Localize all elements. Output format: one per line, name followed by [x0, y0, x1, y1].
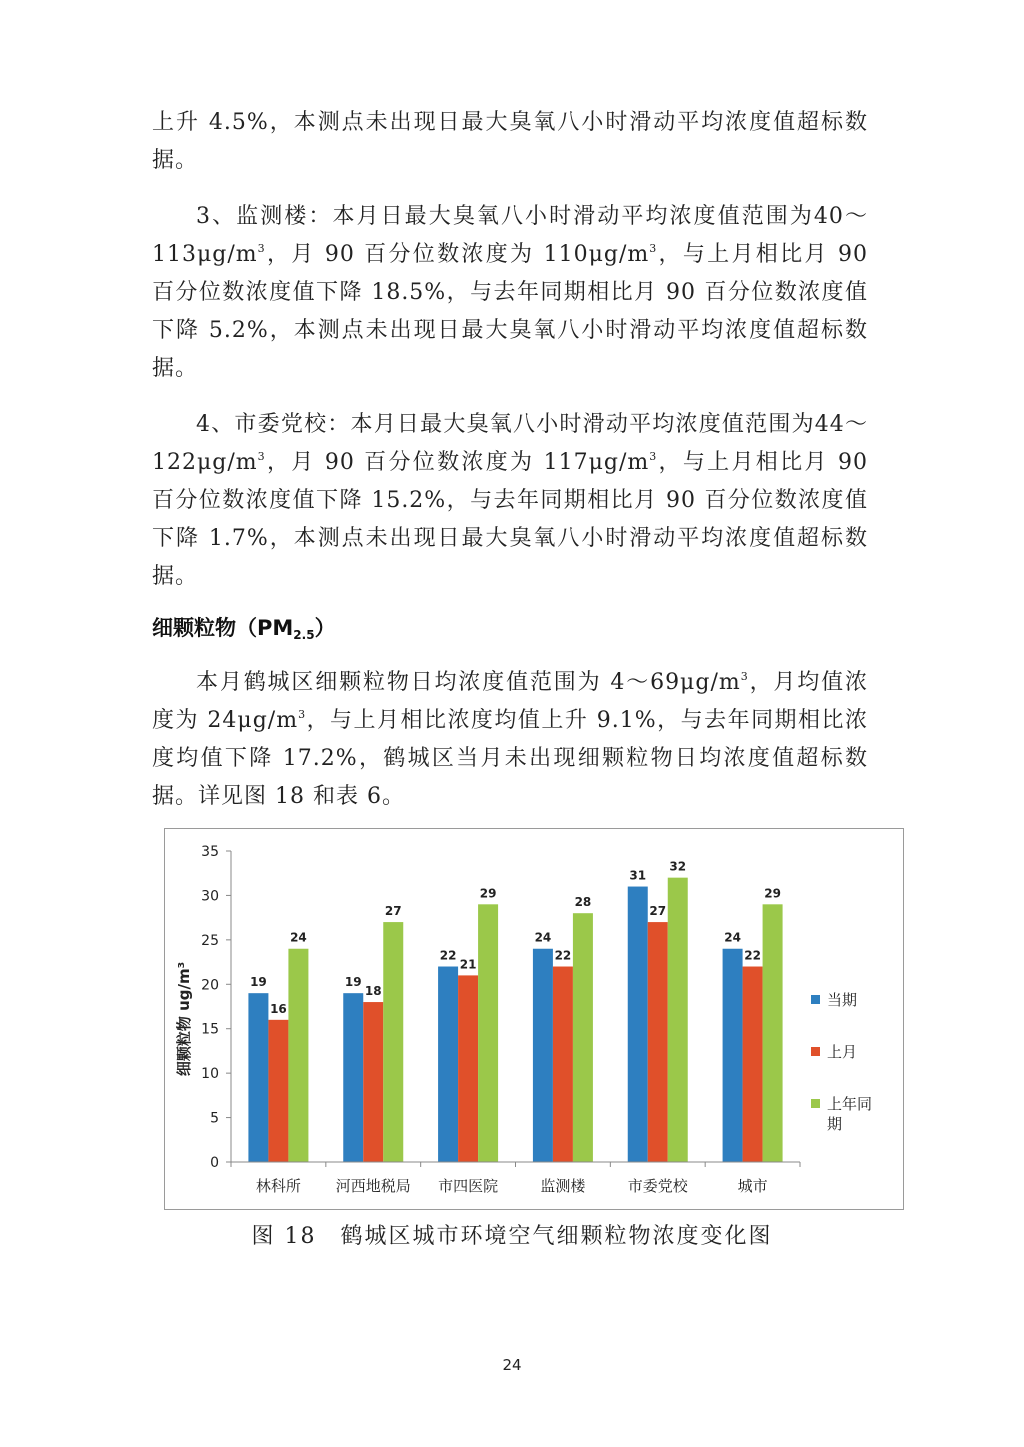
y-tick-label: 5	[210, 1110, 219, 1127]
legend-swatch	[811, 995, 820, 1004]
bar-当期	[723, 949, 743, 1162]
bar-上月	[363, 1002, 383, 1162]
y-tick-label: 15	[201, 1021, 219, 1038]
x-tick-label: 市委党校	[627, 1177, 688, 1195]
data-label: 27	[649, 904, 667, 919]
paragraph-ozone-continued: 上升 4.5%，本测点未出现日最大臭氧八小时滑动平均浓度值超标数据。	[152, 110, 868, 173]
bar-上年同期	[288, 949, 308, 1162]
y-axis-title: 细颗粒物 ug/m³	[175, 961, 193, 1077]
data-label: 19	[344, 975, 362, 990]
data-label: 29	[479, 886, 497, 901]
figure-caption: 图 18 鹤城区城市环境空气细颗粒物浓度变化图	[251, 1224, 773, 1249]
paragraph-party-school: 4、市委党校：本月日最大臭氧八小时滑动平均浓度值范围为$44\sim 122\mu g/m^3$，月 90 百分位数浓度为 $117\mu g/m^3$，与上月相比月 90 百分位数浓度值下降 15.2%，与去年同期相比月 90 百分位数浓度值下降 1.7%，本测点未出现日最大臭氧八小时滑动平均浓度值超标数据。	[152, 412, 868, 589]
legend-label-wrap: 期	[827, 1115, 843, 1133]
text-body	[152, 104, 868, 596]
data-label: 28	[574, 895, 592, 910]
bar-上年同期	[383, 922, 403, 1162]
data-label: 22	[554, 948, 572, 963]
y-tick-label: 30	[201, 888, 219, 905]
legend-label: 上月	[827, 1043, 858, 1061]
legend-swatch	[811, 1047, 820, 1056]
data-label: 22	[744, 948, 761, 963]
x-tick-label: 监测楼	[540, 1177, 586, 1195]
paragraph-monitoring-building: 3、监测楼：本月日最大臭氧八小时滑动平均浓度值范围为$40\sim 113\mu g/m^3$，月 90 百分位数浓度为 $110\mu g/m^3$，与上月相比月 90 百分位数浓度值下降 18.5%，与去年同期相比月 90 百分位数浓度值下降 5.2%，本测点未出现日最大臭氧八小时滑动平均浓度值超标数据。	[152, 204, 868, 381]
data-label: 18	[364, 984, 382, 999]
pm25-chart	[164, 828, 904, 1210]
y-tick-label: 0	[210, 1155, 219, 1171]
x-tick-label: 林科所	[255, 1177, 301, 1195]
bar-当期	[438, 967, 458, 1162]
bar-上月	[553, 967, 573, 1162]
bar-上月	[648, 922, 668, 1162]
bar-上月	[743, 967, 763, 1162]
data-label: 22	[439, 948, 457, 963]
bar-上月	[268, 1020, 288, 1162]
bar-上年同期	[668, 878, 688, 1162]
legend-swatch	[811, 1099, 820, 1108]
y-tick-label: 20	[201, 977, 219, 994]
page-number: 24	[502, 1356, 522, 1374]
pm25-bar-chart	[165, 829, 903, 1209]
data-label: 27	[384, 904, 402, 919]
text-body-pm25	[152, 664, 868, 816]
x-tick-label: 市四医院	[438, 1177, 499, 1195]
data-label: 24	[534, 930, 552, 945]
bar-上年同期	[573, 913, 593, 1162]
bar-上年同期	[478, 904, 498, 1162]
data-label: 29	[764, 886, 781, 901]
data-label: 24	[290, 930, 307, 945]
bar-上月	[458, 975, 478, 1162]
data-label: 21	[459, 957, 477, 972]
data-label: 19	[250, 975, 267, 990]
x-tick-label: 河西地税局	[335, 1177, 411, 1195]
y-tick-label: 10	[201, 1066, 219, 1083]
data-label: 31	[629, 868, 647, 883]
x-tick-label: 城市	[737, 1177, 768, 1195]
bar-当期	[248, 993, 268, 1162]
section-heading-pm25: 细颗粒物$(PM_{2.5})$	[152, 616, 336, 642]
y-tick-label: 25	[201, 932, 219, 949]
data-label: 24	[724, 930, 741, 945]
bar-当期	[533, 949, 553, 1162]
bar-上年同期	[763, 904, 783, 1162]
bar-当期	[343, 993, 363, 1162]
bar-当期	[628, 887, 648, 1162]
legend-label: 上年同	[827, 1095, 873, 1113]
data-label: 16	[270, 1001, 287, 1016]
legend-label: 当期	[827, 991, 858, 1009]
y-tick-label: 35	[201, 844, 219, 860]
paragraph-pm25-summary: 本月鹤城区细颗粒物日均浓度值范围为 $4\sim 69\mu g/m^3$，月均值浓度为 $24\mu g/m^3$，与上月相比浓度均值上升 9.1%，与去年同期相比浓度均值下降 17.2%，鹤城区当月未出现细颗粒物日均浓度值超标数据。详见图 18 和表 6。	[152, 670, 868, 809]
data-label: 32	[669, 859, 687, 874]
